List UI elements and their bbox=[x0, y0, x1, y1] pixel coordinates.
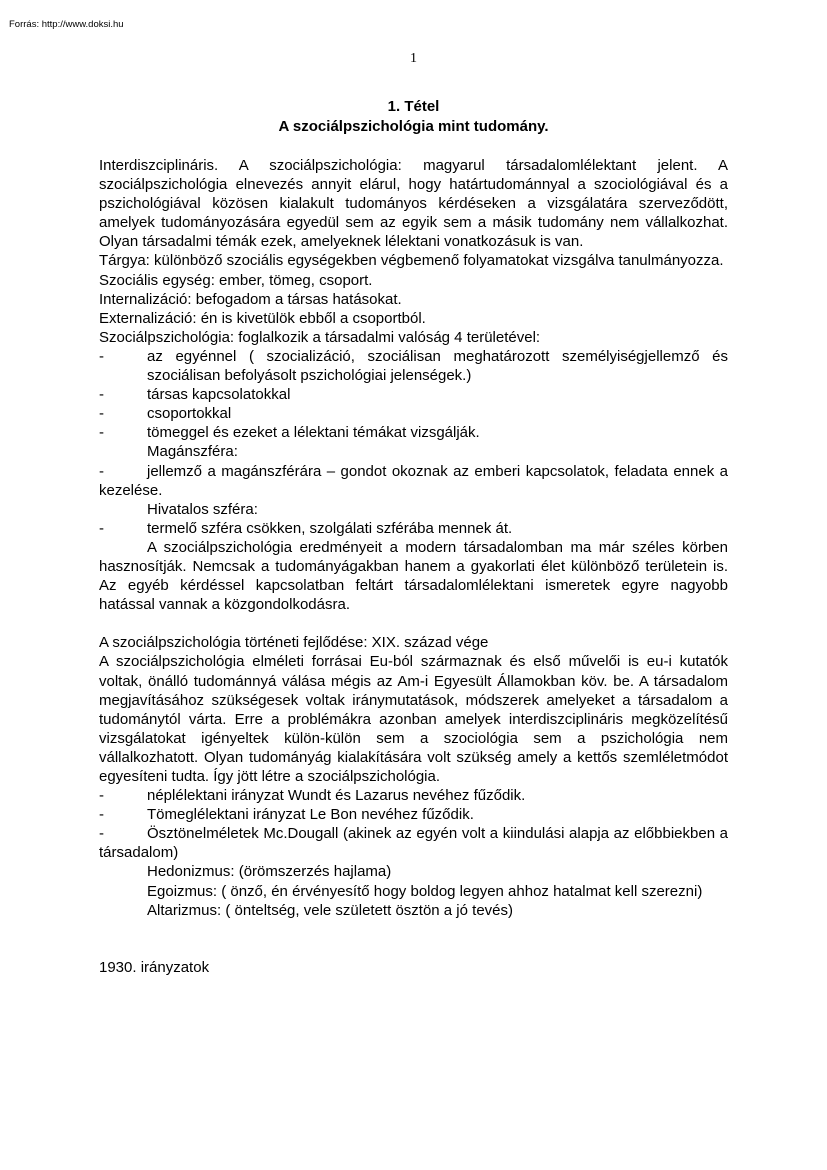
list-item bbox=[99, 385, 728, 404]
list-dash: - bbox=[99, 386, 104, 404]
iranyzatok-heading: 1930. irányzatok bbox=[99, 958, 210, 976]
maganszfera-item-text: jellemző a magánszférára – gondot okoznak az emberi kapcsolatok, feladata ennek a kezelése. bbox=[99, 462, 728, 499]
teruletek-intro-line: Szociálpszichológia: foglalkozik a társadalmi valóság 4 területével: bbox=[99, 328, 541, 346]
eredmenyek-paragraph: A szociálpszichológia eredményeit a modern társadalomban ma már széles körben hasznosítják. Nemcsak a tudományágakban hanem a gyakorlati élet különböző területein is. Az egyéb kérdéssel kapcsolatban feltárt társadalomlélektani ismeretek egyre nagyobb hatással vannak a közgondolkodásra. bbox=[99, 538, 728, 614]
title-line-1: 1. Tétel bbox=[387, 98, 440, 115]
list-item-text: társas kapcsolatokkal bbox=[147, 386, 291, 404]
tortenet-paragraph: A szociálpszichológia elméleti forrásai Eu-ból származnak és első művelői is eu-i kutatók voltak, önálló tudománnyá válása mégis az Am-i Egyesült Államokban köv. be. A társadalom megjavításához szükségesek voltak iránymutatások, módszerek amelyeket a társadalom a tudománytól várta. Erre a problémákra azonban amelyek interdiszciplináris megközelítésű vizsgálatokat igényeltek külön-külön sem a szociológia sem a pszichológia nem vállalkozhatott. Olyan tudományág kialakítására volt szükség amely a kettős szemléletmódot egyesíteni tudta. Így jött létre a szociálpszichológia. bbox=[99, 653, 728, 785]
list-item bbox=[99, 423, 728, 442]
list-item bbox=[99, 404, 728, 423]
hivatalos-szfera-label: Hivatalos szféra: bbox=[147, 500, 258, 518]
egoizmus-line: Egoizmus: ( önző, én érvényesítő hogy boldog legyen ahhoz hatalmat kell szerezni) bbox=[147, 882, 703, 900]
tortenet-heading: A szociálpszichológia történeti fejlődése: XIX. század vége bbox=[99, 634, 489, 652]
altarizmus-line: Altarizmus: ( önteltség, vele született ösztön a jó tevés) bbox=[147, 901, 513, 919]
hedonizmus-line: Hedonizmus: (örömszerzés hajlama) bbox=[147, 863, 392, 881]
paragraph-spacer bbox=[99, 614, 728, 633]
document-title bbox=[99, 97, 728, 137]
paragraph-spacer bbox=[99, 920, 728, 958]
intro-paragraph: Interdiszciplináris. A szociálpszichológia: magyarul társadalomlélektant jelent. A szociálpszichológia elnevezés annyit elárul, hogy határtudománnyal a szociológiával és a pszichológiával közösen kialakult tudományos kérdéseken a vizsgálatára szerveződött, amelyek tudományozására egyedül sem az egyik sem a másik tudomány nem vállalkozhat. Olyan társadalmi témák ezek, amelyeknek lélektani vonatkozásuk is van. bbox=[99, 157, 728, 251]
list-item bbox=[99, 786, 728, 805]
externalizacio-line: Externalizáció: én is kivetülök ebből a csoportból. bbox=[99, 309, 426, 327]
list-item-text: az egyénnel ( szocializáció, szociálisan meghatározott személyiségjellemző és szociálisan befolyásolt pszichológiai jelenségek.) bbox=[147, 347, 728, 385]
page-number: 1 bbox=[410, 51, 417, 66]
list-dash: - bbox=[99, 787, 104, 805]
title-line-2: A szociálpszichológia mint tudomány. bbox=[278, 118, 549, 135]
list-dash: - bbox=[99, 519, 104, 537]
document-body bbox=[99, 156, 728, 977]
list-dash: - bbox=[99, 405, 104, 423]
internalizacio-line: Internalizáció: befogadom a társas hatásokat. bbox=[99, 290, 402, 308]
list-item-text: csoportokkal bbox=[147, 405, 232, 423]
list-dash: - bbox=[99, 424, 104, 442]
osztonelmeletek-item bbox=[99, 824, 728, 862]
list-dash: - bbox=[99, 462, 104, 480]
list-dash: - bbox=[99, 806, 104, 824]
osztonelmeletek-text: Ösztönelméletek Mc.Dougall (akinek az egyén volt a kiindulási alapja az előbbiekben a társadalom) bbox=[99, 825, 728, 862]
hivatalos-szfera-item: termelő szféra csökken, szolgálati szférába mennek át. bbox=[147, 519, 513, 537]
list-item-text: Tömeglélektani irányzat Le Bon nevéhez fűződik. bbox=[147, 806, 474, 824]
list-item bbox=[99, 519, 728, 538]
list-dash: - bbox=[99, 347, 104, 365]
list-dash: - bbox=[99, 825, 104, 843]
maganszfera-label: Magánszféra: bbox=[147, 443, 238, 461]
list-item-text: néplélektani irányzat Wundt és Lazarus nevéhez fűződik. bbox=[147, 787, 526, 805]
maganszfera-item bbox=[99, 462, 728, 500]
szocialis-egyseg-line: Szociális egység: ember, tömeg, csoport. bbox=[99, 271, 373, 289]
list-item-text: tömeggel és ezeket a lélektani témákat vizsgálják. bbox=[147, 424, 480, 442]
targya-paragraph: Tárgya: különböző szociális egységekben végbemenő folyamatokat vizsgálva tanulmányozza. bbox=[99, 252, 724, 270]
list-item bbox=[99, 805, 728, 824]
list-item bbox=[99, 347, 728, 385]
source-label: Forrás: http://www.doksi.hu bbox=[9, 19, 124, 30]
